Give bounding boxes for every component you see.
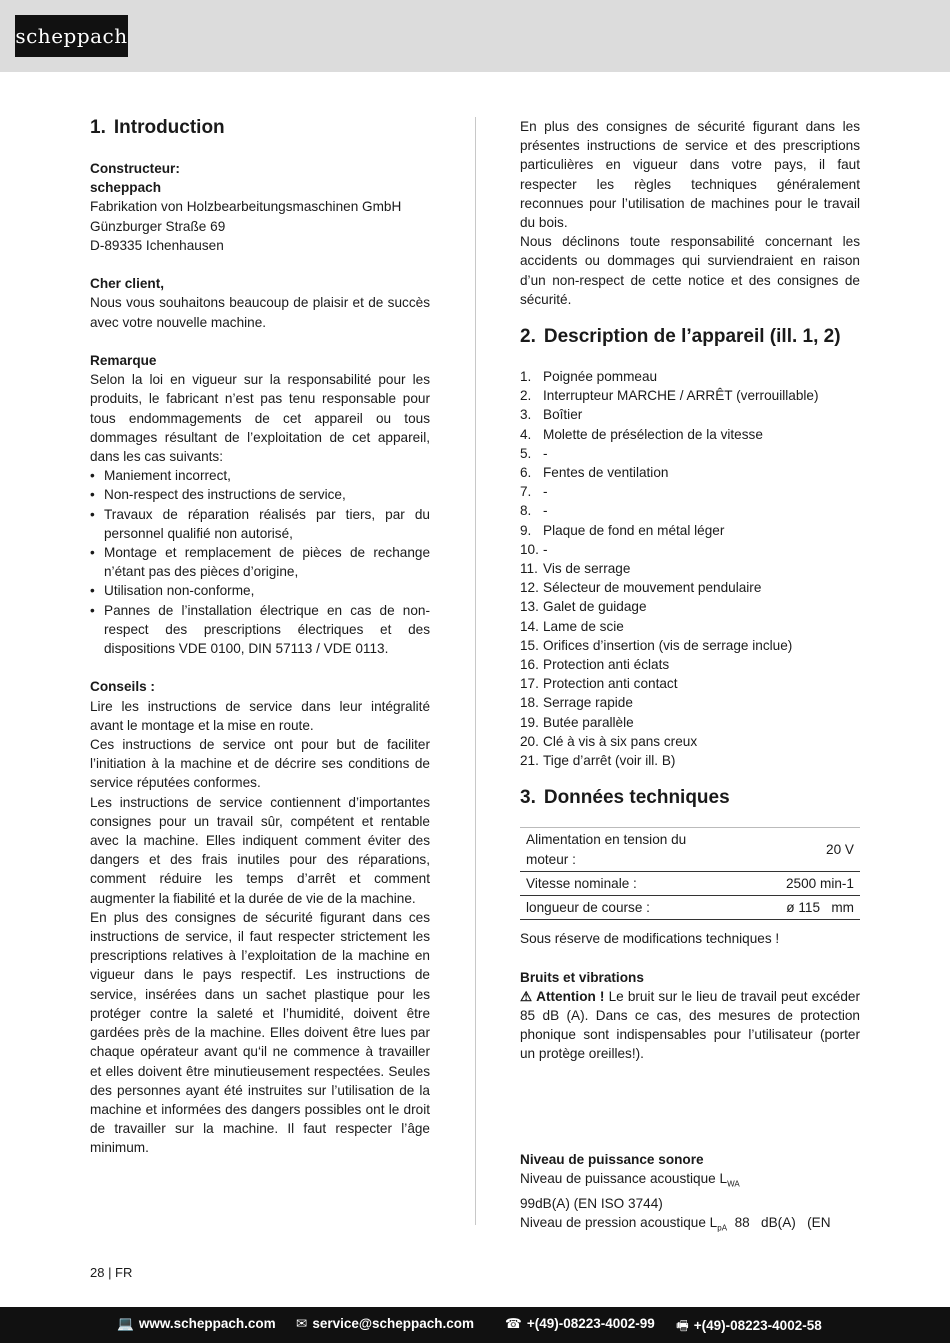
table-row: [520, 895, 860, 919]
page-header: [0, 0, 950, 72]
table-cell-label: Vitesse nominale :: [520, 871, 712, 895]
tips-label: Conseils :: [90, 679, 155, 695]
dear-client-text: Nous vous souhaitons beaucoup de plaisir et de succès avec votre nouvelle machine.: [90, 295, 430, 330]
attention-text: Le bruit sur le lieu de travail peut excéder 85 dB (A). Dans ce cas, des mesures de protection phonique sont indispensables pour l’utilisateur (porter un protège oreilles!).: [520, 988, 860, 1062]
parts-list: [520, 367, 860, 770]
noise-label: Bruits et vibrations: [520, 969, 644, 985]
safety-paragraph: En plus des consignes de sécurité figurant dans les présentes instructions de service et des prescriptions particulières en vigueur dans votre pays, il faut respecter les règles techniques généralement reconnues pour l’utilisation de machines pour le travail du bois.: [520, 119, 860, 231]
remark-text: Selon la loi en vigueur sur la responsabilité pour les produits, le fabricant n’est pas tenu responsable pour tous endommagements de cet appareil ou tous dommages résultant de l’exploitation de cet appareil, dans les cas suivants:: [90, 372, 430, 465]
sound-power-value: 99dB(A) (EN ISO 3744): [520, 1195, 663, 1211]
remark-label: Remarque: [90, 353, 157, 368]
technical-data-table: [520, 827, 860, 920]
tips-paragraph: En plus des consignes de sécurité figurant dans ces instructions de service, il faut respecter strictement les prescriptions relatives à l’exploitation de la machine en vigueur dans le pays respectif. Les instructions de service, insérées dans un sachet plastique pour les protéger contre la saleté et l’humidité, doivent être gardées près de la machine. Elles doivent être lues par chaque opérateur avant qu‘il ne commence à travailler et elles doivent être minutieusement respectées. Seules des personnes ayant été instruites sur l’utilisation de la machine et informées des dangers possibles ont le droit de travailler sur la machine. Il faut respecter l’âge minimum.: [90, 909, 430, 1156]
technical-note: Sous réserve de modifications techniques !: [520, 931, 780, 947]
section-title-technical-data: 3. Données techniques: [520, 787, 730, 809]
list-item: 19. Butée parallèle: [520, 714, 634, 730]
tips-paragraph: Lire les instructions de service dans leur intégralité avant le montage et la mise en route.: [90, 698, 430, 733]
list-item: 20. Clé à vis à six pans creux: [520, 733, 698, 749]
left-column: [90, 117, 430, 1158]
mail-icon: ✉: [296, 1316, 308, 1331]
table-cell-label: longueur de course :: [520, 895, 712, 919]
column-divider: [475, 117, 476, 1225]
table-cell-value: ø 115 mm: [712, 895, 860, 919]
footer-web[interactable]: 💻 www.scheppach.com: [117, 1316, 276, 1331]
list-item: 4. Molette de présélection de la vitesse: [520, 426, 763, 442]
page-number: 28 | FR: [90, 1265, 133, 1280]
footer-fax[interactable]: 🖷 +(49)-08223-4002-58: [676, 1318, 822, 1333]
scheppach-logo: scheppach: [15, 15, 128, 57]
dear-client-label: Cher client,: [90, 276, 165, 292]
address-line: D-89335 Ichenhausen: [90, 237, 224, 253]
sound-power-line: Niveau de puissance acoustique $L_{WA}$: [520, 1170, 740, 1189]
page-footer: [0, 1307, 950, 1343]
list-item: 2. Interrupteur MARCHE / ARRÊT (verrouillable): [520, 388, 819, 404]
list-item: • Maniement incorrect,: [90, 466, 430, 485]
list-item: 9. Plaque de fond en métal léger: [520, 522, 725, 538]
footer-phone[interactable]: ☎ +(49)-08223-4002-99: [505, 1316, 655, 1331]
list-item: • Non-respect des instructions de service,: [90, 485, 430, 504]
list-item: 5. -: [520, 445, 548, 461]
tips-paragraph: Ces instructions de service ont pour but de faciliter l’initiation à la machine et de décrire ses conditions de service réputées conformes.: [90, 737, 430, 791]
list-item: 12. Sélecteur de mouvement pendulaire: [520, 580, 762, 596]
list-item: 6. Fentes de ventilation: [520, 465, 669, 481]
section-title-description: 2. Description de l’appareil (ill. 1, 2): [520, 326, 841, 348]
list-item: 8. -: [520, 503, 548, 519]
phone-icon: ☎: [505, 1316, 522, 1331]
table-row: [520, 871, 860, 895]
list-item: 3. Boîtier: [520, 407, 583, 423]
list-item: 7. -: [520, 484, 548, 500]
remark-list: [90, 466, 430, 658]
list-item: • Travaux de réparation réalisés par tiers, par du personnel qualifié non autorisé,: [90, 505, 430, 543]
address-line: Fabrikation von Holzbearbeitungsmaschinen GmbH: [90, 199, 402, 215]
list-item: 15. Orifices d’insertion (vis de serrage inclue): [520, 637, 793, 653]
attention-label: ⚠ Attention !: [520, 988, 605, 1004]
sound-pressure-line: Niveau de pression acoustique $L_{pA}$ 88 dB(A) (EN: [520, 1214, 831, 1233]
right-column: [520, 117, 860, 1238]
section-title-introduction: 1. Introduction: [90, 117, 225, 138]
fax-icon: 🖷: [676, 1318, 689, 1333]
table-cell-value: 20 V: [712, 828, 860, 871]
attention-paragraph: [520, 987, 860, 1064]
list-item: 21. Tige d’arrêt (voir ill. B): [520, 753, 676, 769]
list-item: 17. Protection anti contact: [520, 676, 678, 692]
list-item: 18. Serrage rapide: [520, 695, 633, 711]
list-item: 1. Poignée pommeau: [520, 369, 658, 385]
list-item: 16. Protection anti éclats: [520, 657, 670, 673]
list-item: 10. -: [520, 541, 548, 557]
table-cell-value: 2500 min-1: [712, 871, 860, 895]
computer-icon: 💻: [117, 1316, 134, 1331]
liability-paragraph: Nous déclinons toute responsabilité concernant les accidents ou dommages qui surviendraient en raison d’un non-respect de cette notice et des consignes de sécurité.: [520, 234, 860, 307]
table-row: [520, 828, 860, 871]
sound-power-label: Niveau de puissance sonore: [520, 1151, 704, 1167]
list-item: • Pannes de l’installation électrique en cas de non-respect des prescriptions électriques et des dispositions VDE 0100, DIN 57113 / VDE 0113.: [90, 601, 430, 659]
list-item: • Utilisation non-conforme,: [90, 581, 430, 600]
tips-paragraph: Les instructions de service contiennent d’importantes consignes pour un travail sûr, compétent et rentable avec la machine. Elles indiquent comment éviter des dangers et des frais inutiles pour des réparations, comment réduire les temps d’arrêt et comment augmenter la fiabilité et la durée de vie de la machine.: [90, 794, 430, 906]
list-item: 11. Vis de serrage: [520, 561, 631, 577]
list-item: • Montage et remplacement de pièces de rechange n’étant pas des pièces d’origine,: [90, 543, 430, 581]
footer-email[interactable]: ✉ service@scheppach.com: [296, 1316, 475, 1331]
list-item: 14. Lame de scie: [520, 618, 624, 634]
manufacturer-name: scheppach: [90, 180, 162, 196]
manufacturer-label: Constructeur:: [90, 161, 180, 176]
address-line: Günzburger Straße 69: [90, 218, 226, 234]
table-cell-label: Alimentation en tension du moteur :: [520, 828, 712, 871]
list-item: 13. Galet de guidage: [520, 599, 647, 615]
